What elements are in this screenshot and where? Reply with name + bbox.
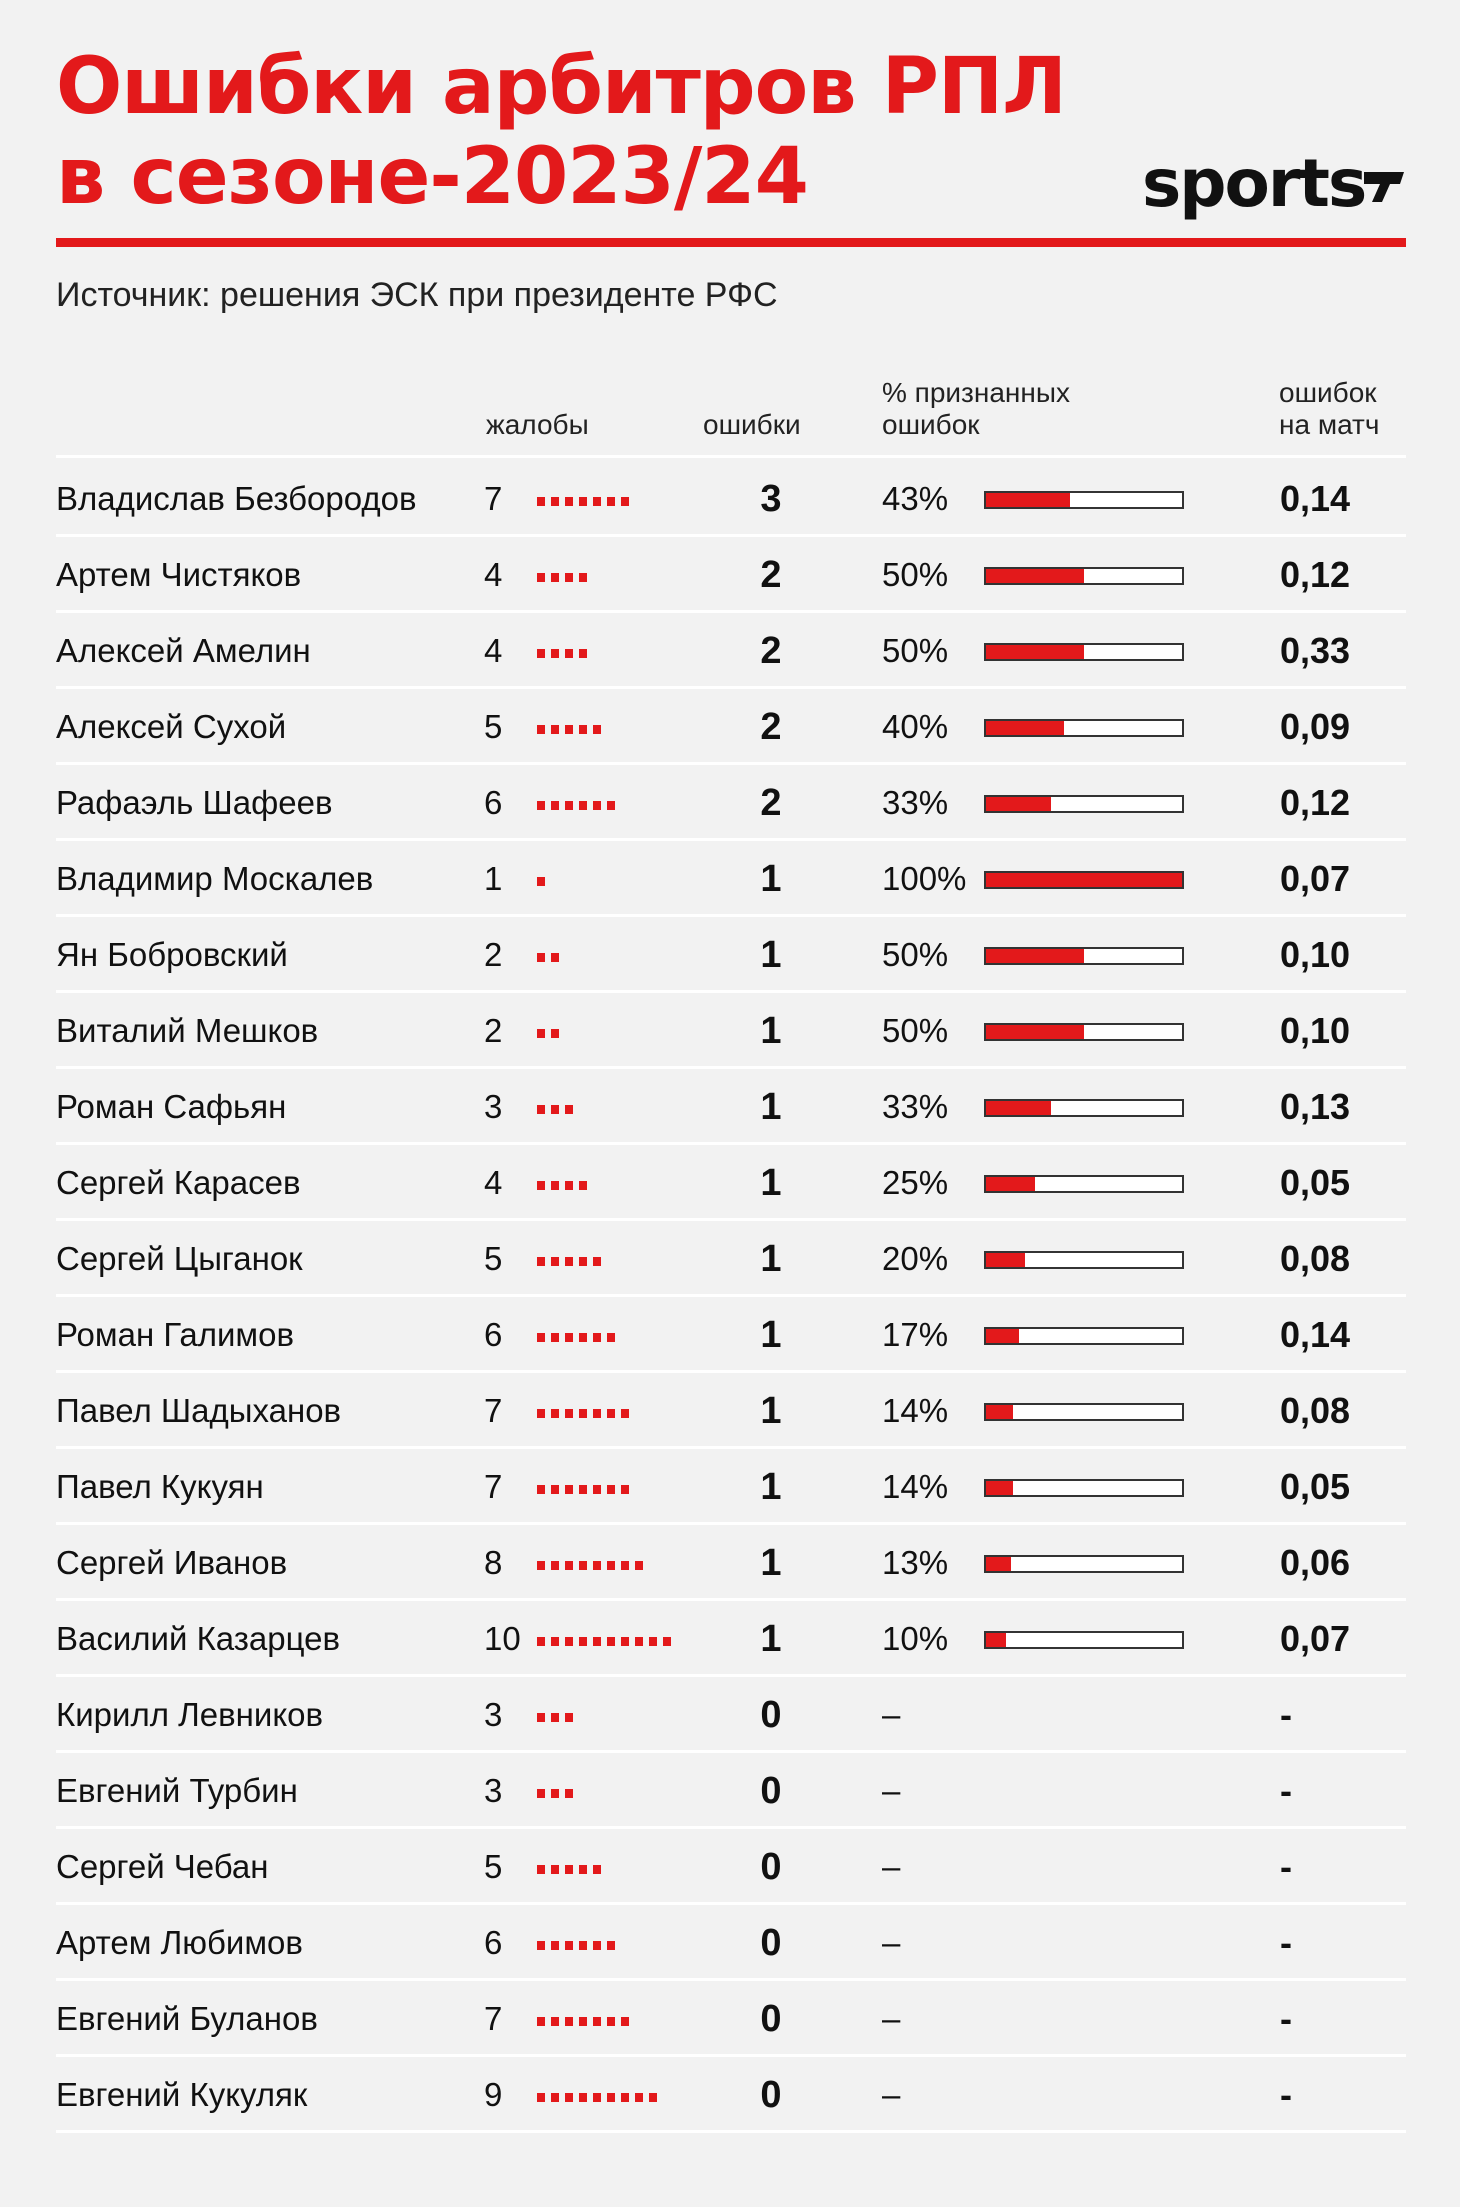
table-row [56, 1601, 1406, 1677]
header-per-match [1279, 377, 1379, 441]
complaint-dot [579, 801, 587, 810]
referee-name: Роман Галимов [56, 1316, 294, 1353]
complaint-dot [537, 877, 545, 886]
pct-bar-fill [986, 569, 1084, 583]
pct-bar [984, 1631, 1184, 1649]
table-row [56, 1221, 1406, 1297]
complaint-dot [579, 573, 587, 582]
complaint-dot [621, 1561, 629, 1570]
pct-value: 50% [882, 936, 949, 973]
pct-value: 25% [882, 1164, 949, 1201]
complaints-value: 4 [484, 556, 503, 593]
errors-value: 0 [760, 1846, 782, 1888]
errors-value: 1 [760, 1010, 782, 1052]
table-row [56, 613, 1406, 689]
pct-bar [984, 947, 1184, 965]
complaint-dot [537, 2093, 545, 2102]
complaint-dot [565, 1485, 573, 1494]
complaint-dot [565, 1181, 573, 1190]
complaint-dot [551, 1485, 559, 1494]
complaint-dot [607, 1637, 615, 1646]
complaints-value: 7 [484, 1392, 503, 1429]
pct-bar [984, 1099, 1184, 1117]
complaint-dot [607, 1941, 615, 1950]
complaint-dot [551, 649, 559, 658]
complaints-value: 4 [484, 1164, 503, 1201]
per-match-value: 0,12 [1280, 554, 1351, 595]
complaints-value: 5 [484, 1848, 503, 1885]
complaint-dot [565, 1865, 573, 1874]
per-match-value: 0,33 [1280, 630, 1351, 671]
pct-bar-fill [986, 1101, 1051, 1115]
pct-bar [984, 1175, 1184, 1193]
table-row [56, 841, 1406, 917]
complaint-dot [621, 2017, 629, 2026]
complaint-dot [565, 1333, 573, 1342]
referee-name: Владимир Москалев [56, 860, 374, 897]
complaint-dot [565, 801, 573, 810]
complaint-dot [607, 1409, 615, 1418]
complaint-dot [551, 1637, 559, 1646]
table-row [56, 461, 1406, 537]
errors-value: 1 [760, 1618, 782, 1660]
per-match-value: - [1280, 1998, 1292, 2039]
complaint-dot [537, 2017, 545, 2026]
sports-logo: sports [1142, 145, 1366, 222]
complaint-dot [537, 649, 545, 658]
pct-value: – [882, 1772, 901, 1809]
pct-bar-fill [986, 493, 1070, 507]
referee-name: Владислав Безбородов [56, 480, 417, 517]
complaint-dot [565, 573, 573, 582]
complaints-value: 3 [484, 1696, 503, 1733]
page-title [56, 42, 1066, 222]
pct-bar-fill [986, 797, 1051, 811]
pct-bar-fill [986, 1405, 1013, 1419]
referee-name: Артем Чистяков [56, 556, 302, 593]
pct-value: 20% [882, 1240, 949, 1277]
referee-name: Сергей Карасев [56, 1164, 301, 1201]
complaint-dot [537, 953, 545, 962]
source-note: Источник: решения ЭСК при президенте РФС [56, 276, 778, 314]
complaint-dot [621, 497, 629, 506]
complaint-dot [593, 2017, 601, 2026]
complaint-dot [593, 1409, 601, 1418]
complaint-dot [537, 1637, 545, 1646]
complaint-dot [579, 1485, 587, 1494]
pct-value: 13% [882, 1544, 949, 1581]
complaint-dot [565, 649, 573, 658]
referee-name: Сергей Чебан [56, 1848, 269, 1885]
complaint-dot [579, 2093, 587, 2102]
pct-bar-fill [986, 1177, 1035, 1191]
complaint-dot [551, 1941, 559, 1950]
per-match-value: 0,09 [1280, 706, 1351, 747]
complaint-dot [537, 1029, 545, 1038]
pct-value: 10% [882, 1620, 949, 1657]
complaints-value: 5 [484, 1240, 503, 1277]
complaint-dot [565, 1257, 573, 1266]
errors-value: 1 [760, 1542, 782, 1584]
pct-value: 14% [882, 1392, 949, 1429]
complaint-dot [551, 801, 559, 810]
pct-value: 50% [882, 1012, 949, 1049]
table-row [56, 537, 1406, 613]
complaint-dot [593, 1941, 601, 1950]
pct-bar [984, 567, 1184, 585]
complaints-value: 7 [484, 2000, 503, 2037]
referee-name: Павел Кукуян [56, 1468, 264, 1505]
complaint-dot [621, 1485, 629, 1494]
pct-value: 40% [882, 708, 949, 745]
table-row [56, 1981, 1406, 2057]
complaint-dot [593, 2093, 601, 2102]
errors-value: 1 [760, 1086, 782, 1128]
pct-value: – [882, 2000, 901, 2037]
complaint-dot [593, 725, 601, 734]
complaint-dot [565, 497, 573, 506]
pct-value: – [882, 1924, 901, 1961]
header-pct [882, 377, 1070, 441]
complaint-dot [551, 1029, 559, 1038]
table-row [56, 1373, 1406, 1449]
complaint-dot [593, 497, 601, 506]
complaint-dot [593, 1333, 601, 1342]
referee-name: Кирилл Левников [56, 1696, 324, 1733]
complaint-dot [537, 1561, 545, 1570]
complaint-dot [537, 1181, 545, 1190]
per-match-value: 0,10 [1280, 1010, 1351, 1051]
complaint-dot [565, 1789, 573, 1798]
per-match-value: 0,07 [1280, 858, 1351, 899]
complaint-dot [551, 1713, 559, 1722]
pct-bar-fill [986, 1253, 1025, 1267]
complaint-dot [607, 2093, 615, 2102]
complaint-dot [551, 1257, 559, 1266]
complaint-dot [551, 1181, 559, 1190]
errors-value: 1 [760, 934, 782, 976]
per-match-value: 0,12 [1280, 782, 1351, 823]
errors-value: 0 [760, 1694, 782, 1736]
complaint-dot [579, 1865, 587, 1874]
complaints-value: 2 [484, 936, 503, 973]
per-match-value: 0,13 [1280, 1086, 1351, 1127]
complaints-value: 2 [484, 1012, 503, 1049]
table-row [56, 1829, 1406, 1905]
complaint-dot [565, 2017, 573, 2026]
header-complaints: жалобы [486, 409, 589, 440]
pct-value: 50% [882, 556, 949, 593]
complaint-dot [607, 801, 615, 810]
referee-name: Алексей Сухой [56, 708, 287, 745]
errors-value: 2 [760, 706, 782, 748]
complaints-value: 3 [484, 1088, 503, 1125]
per-match-value: 0,08 [1280, 1238, 1351, 1279]
complaints-value: 1 [484, 860, 503, 897]
pct-bar [984, 719, 1184, 737]
referee-name: Евгений Буланов [56, 2000, 318, 2037]
errors-value: 1 [760, 858, 782, 900]
pct-value: – [882, 2076, 901, 2113]
pct-value: 33% [882, 1088, 949, 1125]
table-row [56, 1677, 1406, 1753]
complaint-dot [593, 801, 601, 810]
per-match-value: - [1280, 1770, 1292, 1811]
complaint-dot [551, 1789, 559, 1798]
complaint-dot [635, 1637, 643, 1646]
logo-mark-icon [1360, 168, 1406, 204]
complaint-dot [593, 1637, 601, 1646]
per-match-value: 0,05 [1280, 1162, 1351, 1203]
pct-value: 50% [882, 632, 949, 669]
table-row [56, 689, 1406, 765]
pct-value: 33% [882, 784, 949, 821]
pct-value: 43% [882, 480, 949, 517]
referee-name: Павел Шадыханов [56, 1392, 342, 1429]
per-match-value: 0,10 [1280, 934, 1351, 975]
title-line-1: Ошибки арбитров РПЛ [56, 42, 1066, 132]
complaint-dot [579, 1941, 587, 1950]
complaint-dot [593, 1257, 601, 1266]
complaint-dot [607, 1485, 615, 1494]
complaint-dot [537, 1105, 545, 1114]
complaint-dot [607, 1333, 615, 1342]
complaint-dot [551, 1105, 559, 1114]
complaints-value: 6 [484, 1924, 503, 1961]
errors-value: 1 [760, 1314, 782, 1356]
complaint-dot [621, 2093, 629, 2102]
complaint-dot [579, 1181, 587, 1190]
pct-value: 14% [882, 1468, 949, 1505]
table-row [56, 917, 1406, 993]
pct-bar-fill [986, 1329, 1019, 1343]
errors-value: 1 [760, 1238, 782, 1280]
pct-bar [984, 795, 1184, 813]
complaint-dot [551, 1333, 559, 1342]
complaint-dot [537, 1485, 545, 1494]
table-row [56, 1145, 1406, 1221]
pct-value: 100% [882, 860, 967, 897]
complaint-dot [579, 1637, 587, 1646]
complaint-dot [537, 1713, 545, 1722]
errors-value: 0 [760, 1770, 782, 1812]
title-line-2: в сезоне-2023/24 [56, 132, 808, 222]
pct-bar-fill [986, 1481, 1013, 1495]
complaints-value: 6 [484, 784, 503, 821]
complaint-dot [537, 1941, 545, 1950]
per-match-value: 0,14 [1280, 1314, 1351, 1355]
complaint-dot [537, 1789, 545, 1798]
pct-bar [984, 871, 1184, 889]
pct-value: – [882, 1848, 901, 1885]
complaint-dot [537, 1409, 545, 1418]
complaint-dot [565, 1637, 573, 1646]
complaint-dot [607, 2017, 615, 2026]
complaint-dot [551, 1409, 559, 1418]
header-divider [56, 455, 1406, 458]
complaint-dot [635, 1561, 643, 1570]
pct-bar-fill [986, 721, 1064, 735]
table-row [56, 765, 1406, 841]
per-match-value: 0,07 [1280, 1618, 1351, 1659]
referee-name: Ян Бобровский [56, 936, 288, 973]
complaint-dot [621, 1637, 629, 1646]
referee-name: Евгений Турбин [56, 1772, 298, 1809]
errors-value: 0 [760, 1922, 782, 1964]
complaint-dot [551, 573, 559, 582]
complaint-dot [593, 1561, 601, 1570]
pct-bar-fill [986, 1633, 1006, 1647]
complaint-dot [551, 1561, 559, 1570]
complaint-dot [551, 725, 559, 734]
header-errors: ошибки [703, 409, 801, 440]
complaints-value: 7 [484, 480, 503, 517]
complaint-dot [593, 1485, 601, 1494]
complaint-dot [607, 1561, 615, 1570]
pct-bar [984, 1479, 1184, 1497]
complaint-dot [551, 2093, 559, 2102]
pct-bar [984, 643, 1184, 661]
complaint-dot [649, 2093, 657, 2102]
per-match-value: - [1280, 1846, 1292, 1887]
table-row [56, 1069, 1406, 1145]
errors-value: 2 [760, 554, 782, 596]
table-row [56, 1905, 1406, 1981]
complaints-value: 9 [484, 2076, 503, 2113]
complaint-dot [663, 1637, 671, 1646]
referee-name: Артем Любимов [56, 1924, 303, 1961]
table-row [56, 2057, 1406, 2133]
pct-bar [984, 1023, 1184, 1041]
complaint-dot [551, 497, 559, 506]
complaint-dot [565, 1105, 573, 1114]
pct-value: 17% [882, 1316, 949, 1353]
per-match-value: 0,08 [1280, 1390, 1351, 1431]
pct-bar-fill [986, 873, 1182, 887]
complaint-dot [537, 1333, 545, 1342]
referee-name: Алексей Амелин [56, 632, 311, 669]
complaint-dot [565, 2093, 573, 2102]
per-match-value: - [1280, 2074, 1292, 2115]
complaint-dot [579, 1333, 587, 1342]
table-row [56, 1753, 1406, 1829]
complaint-dot [551, 2017, 559, 2026]
pct-bar [984, 1327, 1184, 1345]
complaint-dot [579, 1257, 587, 1266]
complaints-value: 7 [484, 1468, 503, 1505]
complaint-dot [635, 2093, 643, 2102]
referee-name: Евгений Кукуляк [56, 2076, 308, 2113]
pct-bar [984, 1251, 1184, 1269]
referee-name: Сергей Цыганок [56, 1240, 303, 1277]
pct-bar-fill [986, 1557, 1011, 1571]
pct-bar-fill [986, 949, 1084, 963]
complaint-dot [593, 1865, 601, 1874]
complaints-value: 5 [484, 708, 503, 745]
complaints-value: 4 [484, 632, 503, 669]
referee-name: Рафаэль Шафеев [56, 784, 333, 821]
pct-bar [984, 1403, 1184, 1421]
complaint-dot [551, 1865, 559, 1874]
per-match-value: - [1280, 1694, 1292, 1735]
header-per-match-line-1: ошибок [1279, 377, 1377, 408]
complaint-dot [537, 497, 545, 506]
complaints-value: 8 [484, 1544, 503, 1581]
complaint-dot [579, 1561, 587, 1570]
complaints-value: 10 [484, 1620, 521, 1657]
errors-value: 0 [760, 1998, 782, 2040]
complaint-dot [579, 497, 587, 506]
header-pct-line-1: % признанных [882, 377, 1070, 408]
complaints-value: 3 [484, 1772, 503, 1809]
complaint-dot [537, 725, 545, 734]
complaint-dot [565, 725, 573, 734]
errors-value: 2 [760, 782, 782, 824]
errors-value: 0 [760, 2074, 782, 2116]
referee-name: Василий Казарцев [56, 1620, 341, 1657]
errors-value: 1 [760, 1390, 782, 1432]
complaint-dot [579, 1409, 587, 1418]
pct-value: – [882, 1696, 901, 1733]
errors-value: 1 [760, 1466, 782, 1508]
pct-bar-fill [986, 645, 1084, 659]
referee-name: Виталий Мешков [56, 1012, 319, 1049]
complaint-dot [537, 1865, 545, 1874]
complaint-dot [579, 649, 587, 658]
complaint-dot [607, 497, 615, 506]
per-match-value: 0,05 [1280, 1466, 1351, 1507]
table-row [56, 993, 1406, 1069]
complaint-dot [649, 1637, 657, 1646]
referee-name: Сергей Иванов [56, 1544, 288, 1581]
pct-bar [984, 1555, 1184, 1573]
errors-value: 3 [760, 478, 782, 520]
complaint-dot [537, 573, 545, 582]
complaint-dot [565, 1561, 573, 1570]
pct-bar-fill [986, 1025, 1084, 1039]
complaint-dot [565, 1941, 573, 1950]
complaint-dot [579, 2017, 587, 2026]
per-match-value: - [1280, 1922, 1292, 1963]
header-per-match-line-2: на матч [1279, 409, 1380, 440]
complaint-dot [579, 725, 587, 734]
errors-value: 1 [760, 1162, 782, 1204]
complaint-dot [565, 1409, 573, 1418]
complaint-dot [551, 953, 559, 962]
pct-bar [984, 491, 1184, 509]
table-row [56, 1297, 1406, 1373]
referee-name: Роман Сафьян [56, 1088, 287, 1125]
per-match-value: 0,06 [1280, 1542, 1351, 1583]
title-divider [56, 238, 1406, 247]
complaint-dot [565, 1713, 573, 1722]
complaints-value: 6 [484, 1316, 503, 1353]
errors-value: 2 [760, 630, 782, 672]
table-row [56, 1449, 1406, 1525]
complaint-dot [537, 801, 545, 810]
table-row [56, 1525, 1406, 1601]
header-pct-line-2: ошибок [882, 409, 980, 440]
per-match-value: 0,14 [1280, 478, 1351, 519]
complaint-dot [621, 1409, 629, 1418]
complaint-dot [537, 1257, 545, 1266]
